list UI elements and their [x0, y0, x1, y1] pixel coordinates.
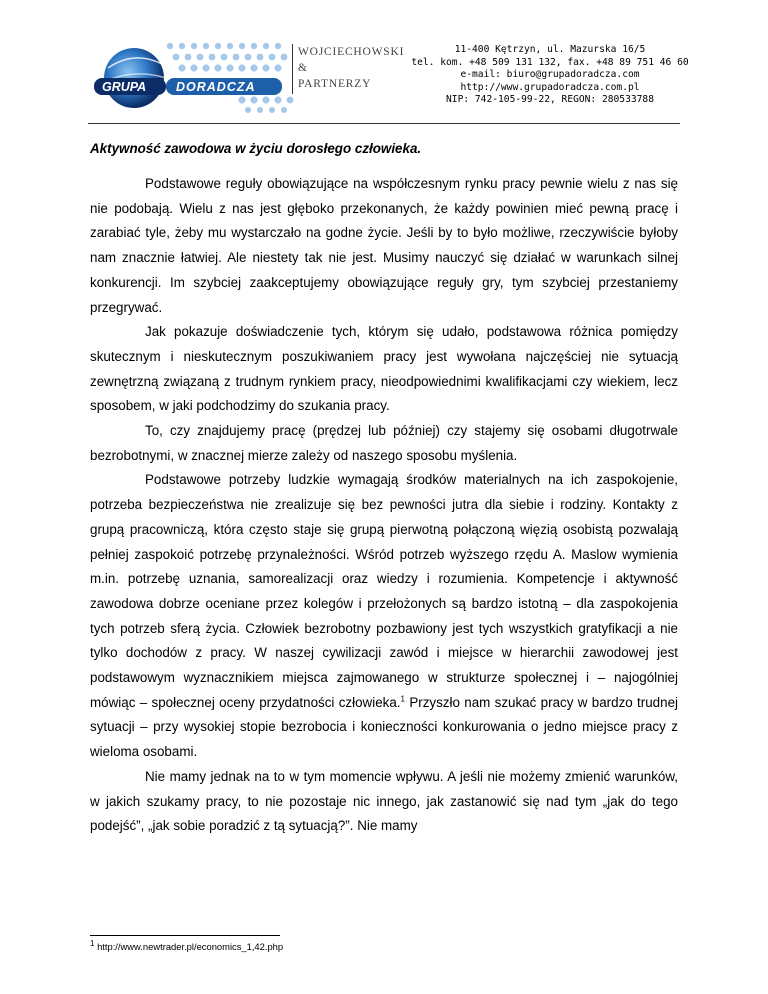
phone-fax: tel. kom. +48 509 131 132, fax. +48 89 751 46 60 — [411, 56, 689, 68]
paragraph-text: Przyszło nam szukać pracy w bardzo trudnej sytuacji – przy wysokiej stopie bezrobocia i konieczności konkurowania o jedno miejsce pracy z wieloma osobami. — [90, 694, 678, 760]
footnote-link[interactable]: http://www.newtrader.pl/economics_1,42.php — [97, 941, 284, 952]
paragraph: Podstawowe reguły obowiązujące na współczesnym rynku pracy pewnie wielu z nas się nie podobają. Wielu z nas jest głęboko przekonanych, że każdy powinien mieć pewną pracę i zarabiać tyle, żeby mu wystarczało na godne życie. Jeśli by to było możliwe, rzeczywiście byłoby nam znacznie łatwiej. Ale niestety tak nie jest. Musimy nauczyć się działać w warunkach silnej konkurencji. Im szybciej zaakceptujemy obowiązujące reguły gry, tym szybciej przestaniemy przegrywać. — [90, 176, 678, 315]
svg-text:DORADCZA: DORADCZA — [176, 80, 256, 94]
paragraph: Jak pokazuje doświadczenie tych, którym się udało, podstawowa różnica pomiędzy skutecznym i nieskutecznym poszukiwaniem pracy jest wywołana najczęściej nie sytuacją zewnętrzną związaną z trudnym rynkiem pracy, nieodpowiednimi kwalifikacjami czy wiekiem, lecz sposobem, w jaki podchodzimy do szukania pracy. — [90, 324, 678, 414]
grupa-doradcza-logo — [92, 38, 302, 114]
firm-name-line1: WOJCIECHOWSKI — [298, 46, 405, 58]
svg-text:GRUPA: GRUPA — [102, 80, 147, 94]
firm-divider — [292, 44, 293, 94]
firm-name — [294, 44, 404, 92]
contact-block — [400, 44, 700, 107]
website-link[interactable]: http://www.grupadoradcza.com.pl — [460, 81, 640, 93]
document-body — [90, 172, 678, 839]
paragraph: Nie mamy jednak na to w tym momencie wpływu. A jeśli nie możemy zmienić warunków, w jakich szukamy pracy, to nie pozostaje nic innego, jak zastanowić się nad tym „jak do tego podejść”, „jak sobie poradzić z tą sytuacją?”. Nie mamy — [90, 768, 678, 834]
document-title: Aktywność zawodowa w życiu dorosłego człowieka. — [90, 141, 422, 156]
email: e-mail: biuro@grupadoradcza.com — [460, 69, 640, 81]
footnote-number: 1 — [90, 938, 95, 948]
firm-name-line3: PARTNERZY — [298, 78, 372, 90]
paragraph-with-footnote — [90, 468, 678, 764]
logo-dot-grid — [167, 43, 294, 113]
tax-ids: NIP: 742-105-99-22, REGON: 280533788 — [446, 94, 654, 106]
header-rule — [88, 123, 680, 124]
footnote-rule — [90, 935, 280, 936]
footnote-reference[interactable]: 1 — [400, 694, 405, 704]
firm-name-line2: & — [298, 62, 308, 74]
paragraph-text: Podstawowe potrzeby ludzkie wymagają środków materialnych na ich zaspokojenie, potrzeba bezpieczeństwa nie zrealizuje się bez pewności jutra dla siebie i rodziny. Kontakty z grupą pracowniczą, która często staje się grupą pierwotną połączoną więzią osobistą pozwalają pełniej zaspokoić potrzebę przynależności. Wśród potrzeb wyższego rzędu A. Maslow wymienia m.in. potrzebę uznania, samorealizacji oraz wiedzy i rozumienia. Kompetencje i aktywność zawodowa dobrze oceniane przez kolegów i przełożonych są bardzo istotną – dla zaspokojenia tych potrzeb sferą życia. Człowiek bezrobotny pozbawiony jest tych wszystkich gratyfikacji a nie tylko dochodów z pracy. W naszej cywilizacji zawód i miejsce w hierarchii zawodowej jest podstawowym wyznacznikiem miejsca zajmowanego w strukturze społecznej i – najogólniej mówiąc – społecznej oceny przydatności człowieka. — [90, 472, 678, 710]
address: 11-400 Kętrzyn, ul. Mazurska 16/5 — [454, 44, 646, 55]
paragraph: To, czy znajdujemy pracę (prędzej lub później) czy stajemy się osobami długotrwale bezrobotnymi, w znacznej mierze zależy od naszego sposobu myślenia. — [90, 423, 678, 463]
footnote — [90, 938, 284, 952]
